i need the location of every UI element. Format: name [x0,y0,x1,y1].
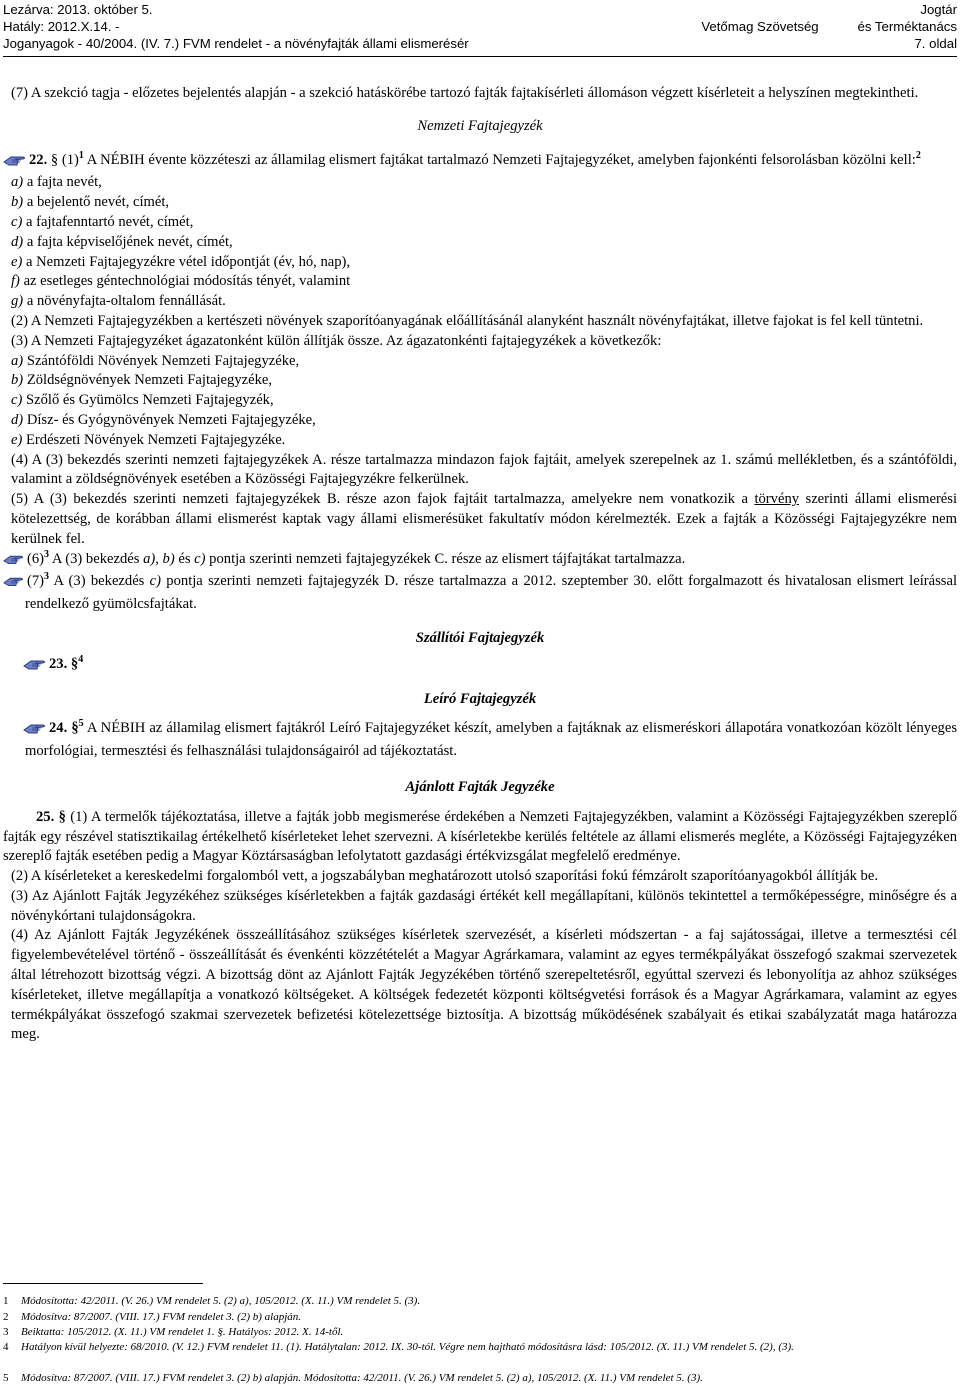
list-item: c) a fajtafenntartó nevét, címét, [11,213,194,230]
footnote-divider [3,1283,203,1284]
list-item: b) Zöldségnövények Nemzeti Fajtajegyzéke, [11,372,272,389]
footnote-ref[interactable]: 3 [44,571,50,583]
section-22-para-4: (4) A (3) bekezdés szerinti nemzeti fajtajegyzékek A. része tartalmazza mindazon fajok fajtáit, amelyek szerepelnek az 1. számú mellékletben, és a szántóföldi, valamint a zöldségnövények esetében a Közösségi Fajtajegyzékre felkerülnek. [11,451,957,488]
hand-pointer-icon[interactable] [3,552,25,573]
list-item: f) az esetleges géntechnológiai módosítás tényét, valamint [11,273,351,290]
footnote-ref[interactable]: 3 [44,548,50,560]
list-item: b) a bejelentő nevét, címét, [11,194,170,211]
header-closed-date: Lezárva: 2013. október 5. [3,2,153,17]
section-symbol: § [50,151,59,168]
section-22-para-1: 22. § $(1)^1$ A NÉBIH évente közzéteszi az államilag elismert fajtákat tartalmazó Nemzeti Fajtajegyzéket, amelyben fajonkénti felsorolásban közölni kell:$^2$ [3,151,957,174]
hand-pointer-icon[interactable] [3,153,27,174]
header-page-number: 7. oldal [914,36,957,51]
document-body [3,84,957,1045]
list-item: a) a fajta nevét, [11,174,102,191]
section-25-para-2: (2) A kísérleteket a kereskedelmi forgalomból vett, a jogszabályban meghatározott utolsó szaporítási fokú fémzárolt szaporítóanyagokból állítják be. [11,868,878,885]
section-22-para-5: (5) A (3) bekezdés szerinti nemzeti fajtajegyzékek B. része azon fajok fajtáit tartalmazza, amelyekre nem vonatkozik a törvény szerinti állami elismerési kötelezettség, de korábban állami elismerést kaptak vagy állami elismerésüket fakultatív módon kérelmezték. Ezek a fajták a Közösségi Fajtajegyzékre nem kerülnek fel. [11,491,958,547]
section-22-para-2: (2) A Nemzeti Fajtajegyzékben a kertészeti növények szaporítóanyagának előállításánál alanyként használt növényfajtákat, illetve fajokat is fel kell tüntetni. [11,312,924,329]
footnote-ref[interactable]: 5 [78,718,84,730]
footnote-1: 1 Módosította: 42/2011. (V. 26.) VM rendelet 5. (2) a), 105/2012. (X. 11.) VM rendelet 5. (3). [3,1295,421,1307]
footnote-ref[interactable]: 1 [78,149,84,161]
hand-pointer-icon[interactable] [3,574,25,595]
section-25-para-3: (3) Az Ajánlott Fajták Jegyzékéhez szükséges kísérletekben a fajták gazdasági értékét kell megállapítani, különös tekintettel a termőképességre, minőségre és a növénykórtani tulajdonságokra. [11,887,957,924]
header-right [858,1,957,52]
heading-leiro-fajtajegyzek: Leíró Fajtajegyzék [423,690,537,707]
law-link[interactable]: törvény [754,491,800,508]
heading-nemzeti-fajtajegyzek: Nemzeti Fajtajegyzék [417,117,543,134]
hand-pointer-icon[interactable] [23,721,47,742]
header-council: és Terméktanács [857,19,957,34]
list-item: d) a fajta képviselőjének nevét, címét, [11,233,233,250]
section-23: 23. §$^4$ [3,655,957,678]
section-22-para-3: (3) A Nemzeti Fajtajegyzéket ágazatonként külön állítják össze. Az ágazatonkénti fajtajegyzékek a következők: [11,332,662,349]
header-organization: Vetőmag Szövetség [701,19,819,34]
header-document-title: Joganyagok - 40/2004. (IV. 7.) FVM rendelet - a növényfajták állami elismerésér [3,36,469,51]
list-item: e) a Nemzeti Fajtajegyzékre vétel időpontját (év, hó, nap), [11,253,351,270]
footnote-5: 5 Módosítva: 87/2007. (VIII. 17.) FVM rendelet 3. (2) b) alapján. Módosította: 42/2011. (V. 26.) VM rendelet 5. (2) a), 105/2012. (X. 11.) VM rendelet 5. (3). [3,1372,703,1384]
list-item: g) a növényfajta-oltalom fennállását. [11,293,226,310]
list-item: c) Szőlő és Gyümölcs Nemzeti Fajtajegyzék, [11,392,274,409]
section-25-para-4: (4) Az Ajánlott Fajták Jegyzékének összeállításához szükséges kísérletek szervezését, a kísérleti módszertan - a faj sajátosságai, illetve a termesztési cél figyelembevételével történő - összeállítását és évenkénti közzétételét a Magyar Agrárkamara, valamint az egyes termékpályákat összefogó szakmai szervezetek által létrehozott bizottság végzi. A bizottság dönt az Ajánlott Fajták Jegyzékében történő szerepeltetésről, egyúttal szervezi és lebonyolítja az ahhoz szükséges kísérleteket, illetve megállapítja a vonatkozó költségeket. A költségek fedezetét központi költségvetési források és a Magyar Agrárkamara, valamint az egyes termékpályákat összefogó szakmai szervezetek befizetési kötelezettsége biztosítja. A bizottság működésének szabályait és etikai szabályzatát maga határozza meg. [11,927,957,1043]
page-header [0,0,960,62]
heading-ajanlott-fajtak-jegyzeke: Ajánlott Fajták Jegyzéke [405,778,555,795]
section-22-para-7: $(7)^3$ A (3) bekezdés c) pontja szerinti nemzeti fajtajegyzék D. része tartalmazza a 2012. szeptember 30. előtt forgalmazott és hivatalosan elismert leírással rendelkező gyümölcsfajtákat. [3,572,957,615]
section-24: 24. §$^5$ A NÉBIH az államilag elismert fajtákról Leíró Fajtajegyzéket készít, amelyben a fajtáknak az elismeréskori állapotára vonatkozóan közölt lényeges morfológiai, termesztési és felhasználási tulajdonságairól ad tájékoztatást. [25,718,957,760]
hand-pointer-icon[interactable] [23,657,47,678]
paragraph-7: (7) A szekció tagja - előzetes bejelentés alapján - a szekció hatáskörébe tartozó fajták fajtakísérleti állomáson végzett kísérleteit a helyszínen megtekintheti. [11,85,919,101]
header-middle [680,1,840,52]
list-data-items [3,173,957,312]
list-item: e) Erdészeti Növények Nemzeti Fajtajegyzéke. [11,431,286,448]
header-divider [3,56,957,57]
section-number: 22. [29,151,48,168]
list-item: a) Szántóföldi Növények Nemzeti Fajtajegyzéke, [11,352,300,369]
footnote-ref[interactable]: 4 [78,653,84,665]
header-source: Jogtár [920,2,957,17]
header-left [3,1,469,52]
section-25-para-1: 25. § (1) A termelők tájékoztatása, illetve a fajták jobb megismerése érdekében a Nemzeti Fajtajegyzékben, valamint a Közösségi Fajtajegyzékben szereplő fajták egy részével statisztikailag értékelhető kísérleteket lehet szervezni. A kísérletekbe kerülés feltétele az állami elismerés megléte, a Közösségi Fajtajegyzéken szereplő fajták esetében pedig a Magyar Köztársaságban lefolytatott gazdasági értékvizsgálat megfelelő eredménye. [3,808,958,865]
footnote-2: 2 Módosítva: 87/2007. (VIII. 17.) FVM rendelet 3. (2) b) alapján. [3,1311,302,1323]
header-effective: Hatály: 2012.X.14. - [3,19,120,34]
list-item: d) Dísz- és Gyógynövények Nemzeti Fajtajegyzéke, [11,411,316,428]
section-22-para-6: $(6)^3$ A (3) bekezdés a), b) és c) pontja szerinti nemzeti fajtajegyzékek C. része az elismert tájfajtákat tartalmazza. [3,550,957,573]
footnote-ref[interactable]: 2 [915,149,921,161]
heading-szallitoi-fajtajegyzek: Szállítói Fajtajegyzék [415,629,545,646]
footnote-4: 4 Hatályon kívül helyezte: 68/2010. (V. 12.) FVM rendelet 11. (1). Hatálytalan: 2012. IX. 30-tól. Végre nem hajtható módosításra lásd: 105/2012. (X. 11.) VM rendelet 5. (2), (3). [3,1341,794,1353]
footnote-3: 3 Beiktatta: 105/2012. (X. 11.) VM rendelet 1. §. Hatályos: 2012. X. 14-től. [3,1326,344,1338]
list-sector-registers [3,352,957,451]
